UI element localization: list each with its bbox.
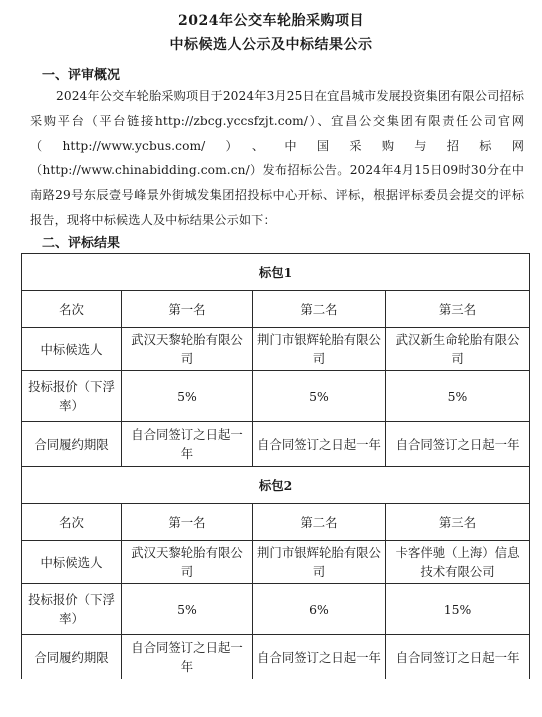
overview-paragraph: 2024年公交车轮胎采购项目于2024年3月25日在宜昌城市发展投资集团有限公司招标采购平台（平台链接http://zbcg.yccsfzjt.com/）、宜昌公交集团有限责任公司官网（http://www.ycbus.com/）、中国采购与招标网（http://www.chinabidding.com.cn/）发布招标公告。2024年4月15日09时30分在中南路29号东辰壹号峰景外街城发集团招投标中心开标、评标，根据评标委员会提交的评标报告，现将中标候选人及中标结果公示如下： — [30, 89, 524, 227]
candidate-first: 武汉天黎轮胎有限公司 — [122, 328, 253, 371]
package-row — [22, 254, 530, 291]
rank-first: 第一名 — [122, 504, 253, 541]
candidates-label: 中标候选人 — [22, 541, 122, 584]
package-row — [22, 467, 530, 504]
rank-header-row — [22, 504, 530, 541]
price-row — [22, 584, 530, 635]
candidates-row — [22, 541, 530, 584]
rank-third: 第三名 — [386, 291, 530, 328]
price-label: 投标报价（下浮率） — [22, 371, 122, 422]
rank-first: 第一名 — [122, 291, 253, 328]
rank-second: 第二名 — [253, 504, 386, 541]
price-second: 5% — [253, 371, 386, 422]
term-third: 自合同签订之日起一年 — [386, 635, 530, 680]
price-label: 投标报价（下浮率） — [22, 584, 122, 635]
price-second: 6% — [253, 584, 386, 635]
results-table — [21, 253, 530, 679]
price-row — [22, 371, 530, 422]
document-subtitle: 中标候选人公示及中标结果公示 — [169, 37, 373, 53]
candidate-second: 荆门市银辉轮胎有限公司 — [253, 328, 386, 371]
price-first: 5% — [122, 584, 253, 635]
term-label: 合同履约期限 — [22, 422, 122, 467]
price-third: 5% — [386, 371, 530, 422]
term-first: 自合同签订之日起一年 — [122, 635, 253, 680]
term-second: 自合同签订之日起一年 — [253, 422, 386, 467]
rank-header-row — [22, 291, 530, 328]
document-title: 2024年公交车轮胎采购项目 — [178, 13, 364, 29]
section-heading-results: 二、评标结果 — [42, 236, 121, 251]
package-name: 标包2 — [22, 467, 530, 504]
candidate-first: 武汉天黎轮胎有限公司 — [122, 541, 253, 584]
rank-label: 名次 — [22, 291, 122, 328]
term-third: 自合同签订之日起一年 — [386, 422, 530, 467]
price-third: 15% — [386, 584, 530, 635]
term-second: 自合同签订之日起一年 — [253, 635, 386, 680]
section-heading-overview: 一、评审概况 — [42, 68, 121, 83]
term-first: 自合同签订之日起一年 — [122, 422, 253, 467]
term-row — [22, 422, 530, 467]
rank-second: 第二名 — [253, 291, 386, 328]
price-first: 5% — [122, 371, 253, 422]
term-label: 合同履约期限 — [22, 635, 122, 680]
package-name: 标包1 — [22, 254, 530, 291]
candidates-label: 中标候选人 — [22, 328, 122, 371]
candidate-second: 荆门市银辉轮胎有限公司 — [253, 541, 386, 584]
rank-label: 名次 — [22, 504, 122, 541]
rank-third: 第三名 — [386, 504, 530, 541]
candidate-third: 武汉新生命轮胎有限公司 — [386, 328, 530, 371]
candidates-row — [22, 328, 530, 371]
candidate-third: 卡客伴驰（上海）信息技术有限公司 — [386, 541, 530, 584]
term-row — [22, 635, 530, 680]
